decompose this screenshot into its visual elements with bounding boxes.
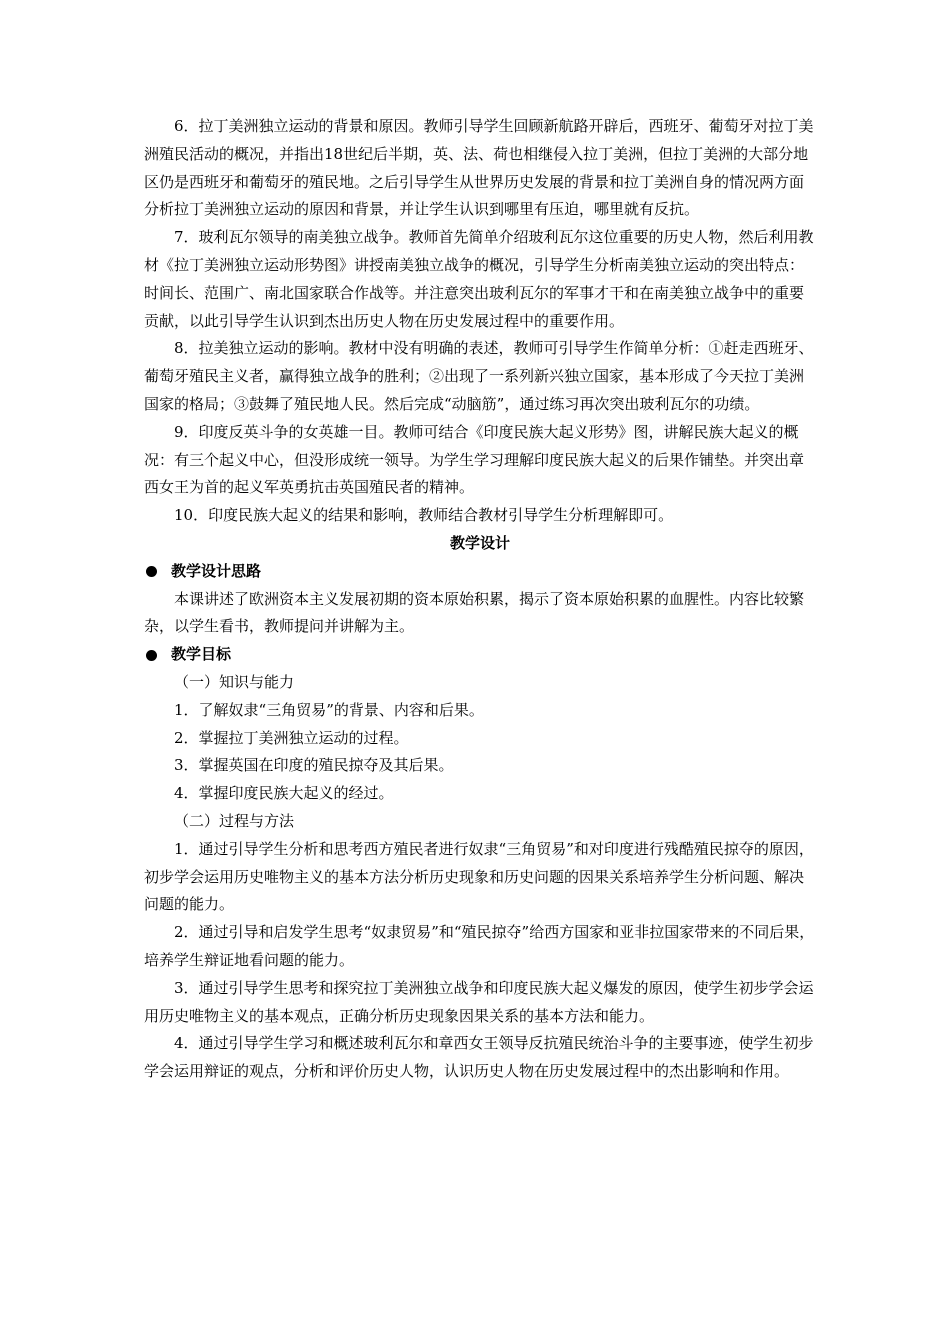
process-item: 2．通过引导和启发学生思考“奴隶贸易”和“殖民掠夺”给西方国家和亚非拉国家带来的不同后果，培养学生辩证地看问题的能力。 xyxy=(144,923,815,969)
objective-item: 3．掌握英国在印度的殖民掠夺及其后果。 xyxy=(174,756,454,775)
heading-text: 教学设计思路 xyxy=(171,561,262,580)
paragraph-6: 6．拉丁美洲独立运动的背景和原因。教师引导学生回顾新航路开辟后，西班牙、葡萄牙对拉丁美洲殖民活动的概况，并指出18世纪后半期，英、法、荷也相继侵入拉丁美洲，但拉丁美洲的大部分地区仍是西班牙和葡萄牙的殖民地。之后引导学生从世界历史发展的背景和拉丁美洲自身的情况两方面分析拉丁美洲独立运动的原因和背景，并让学生认识到哪里有压迫，哪里就有反抗。 xyxy=(144,117,814,219)
design-ideas-body: 本课讲述了欧洲资本主义发展初期的资本原始积累，揭示了资本原始积累的血腥性。内容比较繁杂，以学生看书，教师提问并讲解为主。 xyxy=(144,589,805,636)
process-item: 1．通过引导学生分析和思考西方殖民者进行奴隶“三角贸易”和对印度进行残酷殖民掠夺的原因，初步学会运用历史唯物主义的基本方法分析历史现象和历史问题的因果关系培养学生分析问题、解决问题的能力。 xyxy=(144,839,814,914)
section-heading-objectives xyxy=(144,641,816,669)
subheading-knowledge: （一）知识与能力 xyxy=(174,672,295,691)
objective-item: 2．掌握拉丁美洲独立运动的过程。 xyxy=(174,728,409,747)
section-title: 教学设计 xyxy=(449,533,510,552)
objective-item: 1．了解奴隶“三角贸易”的背景、内容和后果。 xyxy=(174,700,484,719)
heading-text: 教学目标 xyxy=(171,645,232,664)
document-page xyxy=(144,113,816,1086)
paragraph-8: 8．拉美独立运动的影响。教材中没有明确的表述，教师可引导学生作简单分析：①赶走西班牙、葡萄牙殖民主义者，赢得独立战争的胜利；②出现了一系列新兴独立国家，基本形成了今天拉丁美洲国家的格局；③鼓舞了殖民地人民。然后完成“动脑筋”，通过练习再次突出玻利瓦尔的功绩。 xyxy=(144,339,814,413)
paragraph-10: 10．印度民族大起义的结果和影响，教师结合教材引导学生分析理解即可。 xyxy=(174,506,674,525)
objective-item: 4．掌握印度民族大起义的经过。 xyxy=(174,784,394,803)
process-item: 4．通过引导学生学习和概述玻利瓦尔和章西女王领导反抗殖民统治斗争的主要事迹，使学生初步学会运用辩证的观点，分析和评价历史人物，认识历史人物在历史发展过程中的杰出影响和作用。 xyxy=(144,1034,814,1081)
section-heading-design-ideas xyxy=(144,558,816,586)
paragraph-7: 7．玻利瓦尔领导的南美独立战争。教师首先简单介绍玻利瓦尔这位重要的历史人物，然后利用教材《拉丁美洲独立运动形势图》讲授南美独立战争的概况，引导学生分析南美独立运动的突出特点：时间长、范围广、南北国家联合作战等。并注意突出玻利瓦尔的军事才干和在南美独立战争中的重要贡献，以此引导学生认识到杰出历史人物在历史发展过程中的重要作用。 xyxy=(144,228,814,330)
paragraph-9: 9．印度反英斗争的女英雄一目。教师可结合《印度民族大起义形势》图，讲解民族大起义的概况：有三个起义中心，但没形成统一领导。为学生学习理解印度民族大起义的后果作铺垫。并突出章西女王为首的起义军英勇抗击英国殖民者的精神。 xyxy=(144,422,805,497)
process-item: 3．通过引导学生思考和探究拉丁美洲独立战争和印度民族大起义爆发的原因，使学生初步学会运用历史唯物主义的基本观点，正确分析历史现象因果关系的基本方法和能力。 xyxy=(144,978,814,1025)
bullet-icon xyxy=(146,566,157,577)
bullet-icon xyxy=(146,650,157,661)
subheading-process: （二）过程与方法 xyxy=(174,811,295,830)
